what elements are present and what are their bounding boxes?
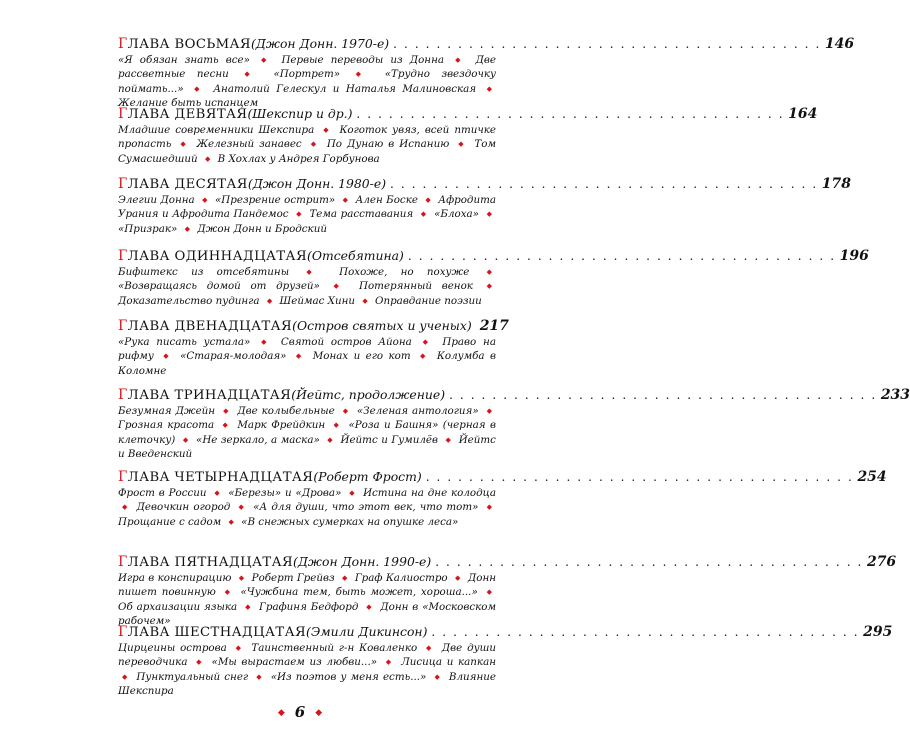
chapter-title: ЛАВА ДЕВЯТАЯ (127, 107, 248, 122)
chapter-initial: Г (118, 176, 128, 192)
diamond-separator-icon: ◆ (486, 268, 492, 276)
chapter-initial: Г (118, 106, 128, 122)
chapter-initial: Г (118, 36, 128, 52)
topic-item: «Не зеркало, а маска» (196, 433, 320, 446)
diamond-separator-icon: ◆ (228, 517, 234, 526)
topic-item: «Трудно звездочку поймать...» (118, 68, 497, 95)
diamond-separator-icon: ◆ (341, 574, 348, 582)
toc-chapter (118, 34, 855, 110)
diamond-separator-icon: ◆ (422, 338, 432, 346)
topic-item: Шеймас Хини (279, 294, 356, 307)
diamond-separator-icon: ◆ (310, 140, 318, 149)
diamond-separator-icon: ◆ (342, 196, 349, 204)
footer-diamond-right-icon: ◆ (315, 708, 323, 718)
chapter-title: ЛАВА ШЕСТНАДЦАТАЯ (127, 625, 307, 640)
chapter-page-number: 178 (821, 176, 852, 192)
topic-item: Донн в «Московском рабочем» (118, 600, 497, 628)
diamond-separator-icon: ◆ (458, 140, 466, 149)
diamond-separator-icon: ◆ (426, 644, 433, 652)
toc-chapter (118, 552, 897, 628)
topic-item: Монах и его кот (312, 350, 411, 363)
chapter-heading (118, 246, 869, 266)
chapter-title: ЛАВА ТРИНАДЦАТАЯ (127, 388, 292, 403)
chapter-heading (118, 622, 893, 642)
diamond-separator-icon: ◆ (355, 70, 370, 79)
diamond-separator-icon: ◆ (486, 588, 492, 597)
diamond-separator-icon: ◆ (223, 407, 230, 415)
topic-item: Доказательство пудинга (118, 294, 260, 307)
diamond-separator-icon: ◆ (366, 602, 373, 611)
chapter-subtitle: (Джон Донн. 1970-е) (250, 36, 390, 51)
chapter-initial: Г (118, 554, 128, 570)
chapter-subtitle: (Шекспир и др.) (247, 106, 353, 121)
chapter-title: ЛАВА ПЯТНАДЦАТАЯ (127, 555, 294, 570)
diamond-separator-icon: ◆ (163, 352, 171, 361)
toc-chapter (118, 316, 509, 385)
topic-item: Лисица и капкан (401, 656, 496, 669)
topic-item: Святой остров Айона (280, 336, 412, 348)
chapter-initial: Г (118, 248, 128, 264)
topic-item: Пунктуальный снег (136, 670, 249, 683)
chapter-page-number: 164 (788, 106, 818, 122)
chapter-subtitle: (Эмили Дикинсон) (306, 624, 428, 639)
chapter-subtitle: (Йейтс, продолжение) (291, 387, 446, 402)
chapter-topics (118, 642, 496, 699)
topic-item: Колумба в Коломне (118, 350, 496, 377)
topic-item: «Возвращаясь домой от друзей» (118, 280, 320, 293)
topic-item: «Чужбина тем, быть может, хороша...» (240, 586, 478, 599)
diamond-separator-icon: ◆ (342, 407, 349, 415)
page-footer (0, 703, 600, 721)
diamond-separator-icon: ◆ (214, 489, 221, 497)
diamond-separator-icon: ◆ (202, 196, 208, 204)
topic-item: Йейтс и Введенский (118, 433, 496, 461)
diamond-separator-icon: ◆ (235, 644, 243, 652)
diamond-separator-icon: ◆ (182, 435, 189, 444)
diamond-separator-icon: ◆ (420, 210, 427, 219)
topic-item: «Призрак» (118, 222, 178, 235)
topic-item: Элегии Донна (118, 194, 195, 206)
chapter-title: ЛАВА ЧЕТЫРНАДЦАТАЯ (127, 470, 314, 485)
chapter-page-number: 254 (857, 469, 887, 485)
diamond-separator-icon: ◆ (244, 70, 258, 79)
topic-item: Роберт Грейвз (251, 572, 335, 584)
topic-item: Железный занавес (196, 138, 302, 151)
topic-item: Прощание с садом (118, 515, 222, 528)
table-of-contents (118, 34, 910, 698)
diamond-separator-icon: ◆ (425, 196, 431, 204)
chapter-topics (118, 54, 496, 111)
diamond-separator-icon: ◆ (455, 574, 461, 582)
chapter-subtitle: (Остров святых и ученых) (292, 318, 472, 333)
toc-chapter (118, 174, 852, 246)
chapter-initial: Г (118, 624, 128, 640)
diamond-separator-icon: ◆ (296, 210, 302, 219)
topic-item: Донн пишет повинную (118, 572, 497, 599)
topic-item: Коготок увяз, всей птичке пропасть (118, 124, 496, 151)
diamond-separator-icon: ◆ (434, 672, 441, 681)
chapter-page-number: 146 (824, 36, 855, 52)
topic-item: Джон Донн и Бродский (197, 222, 327, 235)
diamond-separator-icon: ◆ (486, 407, 493, 415)
topic-item: «Старая-молодая» (180, 350, 287, 363)
diamond-separator-icon: ◆ (295, 352, 304, 361)
chapter-title: ЛАВА ВОСЬМАЯ (127, 37, 251, 52)
chapter-title: ЛАВА ОДИННАДЦАТАЯ (127, 249, 307, 264)
topic-item: Две рассветные песни (118, 54, 497, 81)
topic-item: В Хохлах у Андрея Горбунова (217, 152, 380, 165)
toc-chapter (118, 104, 818, 174)
topic-item: «Из поэтов у меня есть...» (270, 670, 427, 683)
chapter-topics (118, 124, 496, 167)
topic-item: Грозная красота (118, 419, 215, 432)
chapter-subtitle: (Джон Донн. 1980-е) (247, 176, 387, 191)
topic-item: Цирцеины острова (118, 642, 227, 654)
diamond-separator-icon: ◆ (222, 421, 229, 430)
topic-item: Таинственный г-н Коваленко (251, 642, 418, 654)
topic-item: Похоже, но похуже (339, 266, 470, 278)
diamond-separator-icon: ◆ (196, 658, 203, 667)
diamond-separator-icon: ◆ (420, 352, 428, 361)
diamond-separator-icon: ◆ (122, 672, 129, 681)
topic-item: «Мы вырастаем из любви...» (211, 656, 378, 669)
diamond-separator-icon: ◆ (362, 296, 368, 305)
topic-item: Марк Фрейдкин (237, 419, 326, 432)
chapter-subtitle: (Джон Донн. 1990-е) (293, 554, 432, 569)
chapter-heading (118, 385, 910, 405)
diamond-separator-icon: ◆ (266, 296, 273, 305)
topic-item: Младшие современники Шекспира (118, 124, 315, 136)
diamond-separator-icon: ◆ (184, 224, 190, 233)
diamond-separator-icon: ◆ (224, 588, 232, 597)
topic-item: «Я обязан знать все» (118, 54, 250, 66)
footer-diamond-left-icon: ◆ (277, 708, 285, 718)
topic-item: Желание быть испанцем (118, 97, 259, 110)
chapter-subtitle: (Отсебятина) (307, 248, 404, 263)
diamond-separator-icon: ◆ (261, 338, 271, 346)
topic-item: Две души переводчика (118, 642, 496, 669)
topic-item: Безумная Джейн (118, 405, 216, 417)
chapter-topics (118, 572, 496, 629)
diamond-separator-icon: ◆ (327, 435, 333, 444)
topic-item: Анатолий Гелескул и Наталья Малиновская (213, 82, 477, 95)
topic-item: Том Сумасшедший (118, 138, 496, 165)
diamond-separator-icon: ◆ (180, 140, 188, 149)
diamond-separator-icon: ◆ (349, 489, 356, 497)
diamond-separator-icon: ◆ (333, 282, 346, 291)
topic-item: «Зеленая антология» (356, 405, 479, 417)
diamond-separator-icon: ◆ (333, 421, 341, 430)
topic-item: Две колыбельные (237, 405, 335, 417)
diamond-separator-icon: ◆ (238, 574, 245, 582)
diamond-separator-icon: ◆ (306, 268, 322, 276)
topic-item: «Березы» и «Дрова» (228, 487, 342, 499)
topic-item: «Рука писать устала» (118, 336, 251, 348)
leader-dots: . . . . . . . . . . . . . . . . . . . . . . . . . . . . . . . . . . . . . . . . (393, 37, 821, 51)
chapter-initial: Г (118, 318, 128, 334)
chapter-heading (118, 34, 855, 54)
topic-item: «Блоха» (434, 208, 479, 221)
diamond-separator-icon: ◆ (486, 84, 492, 93)
topic-item: Йейтс и Гумилёв (340, 433, 438, 446)
topic-item: Фрост в России (118, 487, 207, 499)
topic-item: «Презрение острит» (215, 194, 336, 206)
diamond-separator-icon: ◆ (204, 154, 211, 163)
leader-dots: . . . . . . . . . . . . . . . . . . . . . . . . . . . . . . . . . . . . . . . . (356, 107, 785, 121)
topic-item: Истина на дне колодца (363, 487, 496, 499)
topic-item: Потерянный венок (359, 280, 473, 293)
leader-dots: . . . . . . . . . . . . . . . . . . . . . . . . . . . . . . . . . . . . . . . . (435, 555, 863, 569)
chapter-topics (118, 405, 496, 462)
diamond-separator-icon: ◆ (238, 503, 245, 512)
topic-item: Игра в конспирацию (118, 572, 232, 584)
toc-chapter (118, 385, 910, 467)
topic-item: Первые переводы из Донна (281, 54, 445, 66)
leader-dots: . . . . . . . . . . . . . . . . . . . . . . . . . . . . . . . . . . . . . . . . (390, 177, 818, 191)
toc-chapter (118, 246, 869, 316)
topic-item: По Дунаю в Испанию (326, 138, 450, 151)
chapter-page-number: 276 (866, 554, 897, 570)
topic-item: Право на рифму (118, 336, 496, 363)
leader-dots: . . . . . . . . . . . . . . . . . . . . . . . . . . . . . . . . . . . . . . . . (407, 249, 836, 263)
page-number: 6 (294, 703, 306, 721)
toc-chapter (118, 622, 893, 698)
topic-item: Девочкин огород (136, 501, 231, 514)
chapter-page-number: 196 (839, 248, 869, 264)
chapter-page-number: 233 (880, 387, 910, 403)
diamond-separator-icon: ◆ (445, 435, 452, 444)
chapter-title: ЛАВА ДЕСЯТАЯ (127, 177, 248, 192)
chapter-heading (118, 174, 852, 194)
diamond-separator-icon: ◆ (323, 126, 331, 134)
topic-item: Бифштекс из отсебятины (118, 266, 290, 278)
chapter-page-number: 295 (863, 624, 893, 640)
topic-item: Графиня Бедфорд (259, 600, 359, 613)
chapter-topics (118, 487, 496, 530)
topic-item: Ален Боске (355, 194, 418, 206)
diamond-separator-icon: ◆ (385, 658, 393, 667)
topic-item: Влияние Шекспира (118, 670, 496, 698)
chapter-heading (118, 316, 509, 336)
toc-chapter (118, 467, 887, 552)
diamond-separator-icon: ◆ (245, 602, 252, 611)
topic-item: Граф Калиостро (354, 572, 448, 584)
diamond-separator-icon: ◆ (486, 503, 493, 512)
chapter-title: ЛАВА ДВЕНАДЦАТАЯ (127, 319, 293, 334)
chapter-initial: Г (118, 469, 128, 485)
topic-item: «А для души, что этот век, что тот» (253, 501, 479, 514)
diamond-separator-icon: ◆ (256, 672, 263, 681)
topic-item: «Портрет» (273, 68, 341, 81)
topic-item: Тема расставания (309, 208, 414, 221)
chapter-heading (118, 467, 887, 487)
chapter-topics (118, 336, 496, 378)
topic-item: Об архаизации языка (118, 600, 238, 613)
chapter-initial: Г (118, 387, 128, 403)
diamond-separator-icon: ◆ (486, 210, 492, 219)
diamond-separator-icon: ◆ (122, 503, 129, 512)
topic-item: Афродита Урания и Афродита Пандемос (118, 194, 496, 221)
chapter-subtitle: (Роберт Фрост) (313, 469, 422, 484)
diamond-separator-icon: ◆ (486, 282, 492, 291)
leader-dots: . . . . . . . . . . . . . . . . . . . . . . . . . . . . . . . . . . . . . . . . (425, 470, 854, 484)
leader-dots: . . . . . . . . . . . . . . . . . . . . . . . . . . . . . . . . . . . . . . . . (449, 388, 877, 402)
chapter-heading (118, 104, 818, 124)
chapter-topics (118, 194, 496, 237)
leader-dots: . . . . . . . . . . . . . . . . . . . . . . . . . . . . . . . . . . . . . . . . (431, 625, 860, 639)
chapter-topics (118, 266, 496, 309)
diamond-separator-icon: ◆ (261, 56, 271, 64)
diamond-separator-icon: ◆ (455, 56, 465, 64)
topic-item: «Роза и Башня» (черная в клеточку) (118, 419, 496, 446)
diamond-separator-icon: ◆ (194, 84, 203, 93)
chapter-page-number: 217 (479, 318, 509, 334)
topic-item: «В снежных сумерках на опушке леса» (241, 515, 459, 528)
chapter-heading (118, 552, 897, 572)
topic-item: Оправдание поэзии (375, 294, 482, 307)
